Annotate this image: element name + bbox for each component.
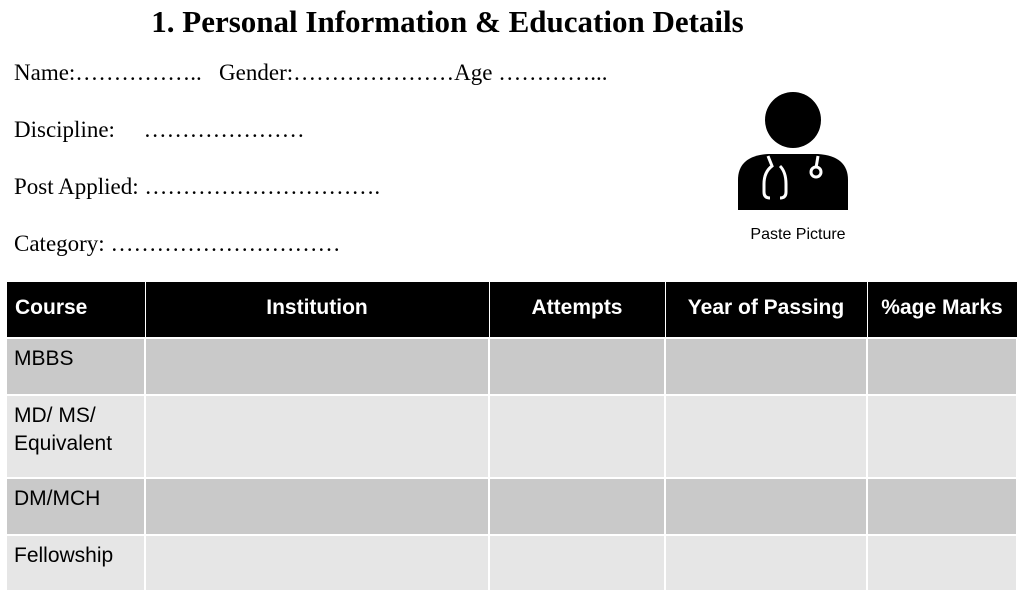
header-percentage-marks: %age Marks [867,282,1017,338]
year-cell[interactable] [665,535,867,590]
course-cell: MD/ MS/ Equivalent [7,395,145,478]
year-cell[interactable] [665,338,867,395]
name-gender-age-field[interactable]: Name:…………….. Gender:…………………Age …………... [14,60,608,85]
table-row [7,535,1017,590]
year-cell[interactable] [665,395,867,478]
marks-cell[interactable] [867,535,1017,590]
attempts-cell[interactable] [489,535,665,590]
institution-cell[interactable] [145,535,489,590]
attempts-cell[interactable] [489,395,665,478]
page-title: 1. Personal Information & Education Details [151,4,744,39]
institution-cell[interactable] [145,395,489,478]
table-row [7,395,1017,478]
marks-cell[interactable] [867,395,1017,478]
doctor-icon[interactable] [734,92,854,214]
header-course: Course [7,282,145,338]
marks-cell[interactable] [867,338,1017,395]
post-applied-field[interactable]: Post Applied: …………………………. [14,174,381,199]
institution-cell[interactable] [145,338,489,395]
course-cell: DM/MCH [7,478,145,535]
course-cell: MBBS [7,338,145,395]
header-year-of-passing: Year of Passing [665,282,867,338]
attempts-cell[interactable] [489,478,665,535]
education-table [7,282,1018,590]
table-header-row [7,282,1017,338]
marks-cell[interactable] [867,478,1017,535]
year-cell[interactable] [665,478,867,535]
institution-cell[interactable] [145,478,489,535]
category-field[interactable]: Category: ………………………… [14,231,341,256]
paste-picture-caption: Paste Picture [750,226,846,243]
table-row [7,338,1017,395]
header-institution: Institution [145,282,489,338]
attempts-cell[interactable] [489,338,665,395]
discipline-field[interactable]: Discipline: ………………… [14,117,305,142]
header-attempts: Attempts [489,282,665,338]
table-row [7,478,1017,535]
course-cell: Fellowship [7,535,145,590]
